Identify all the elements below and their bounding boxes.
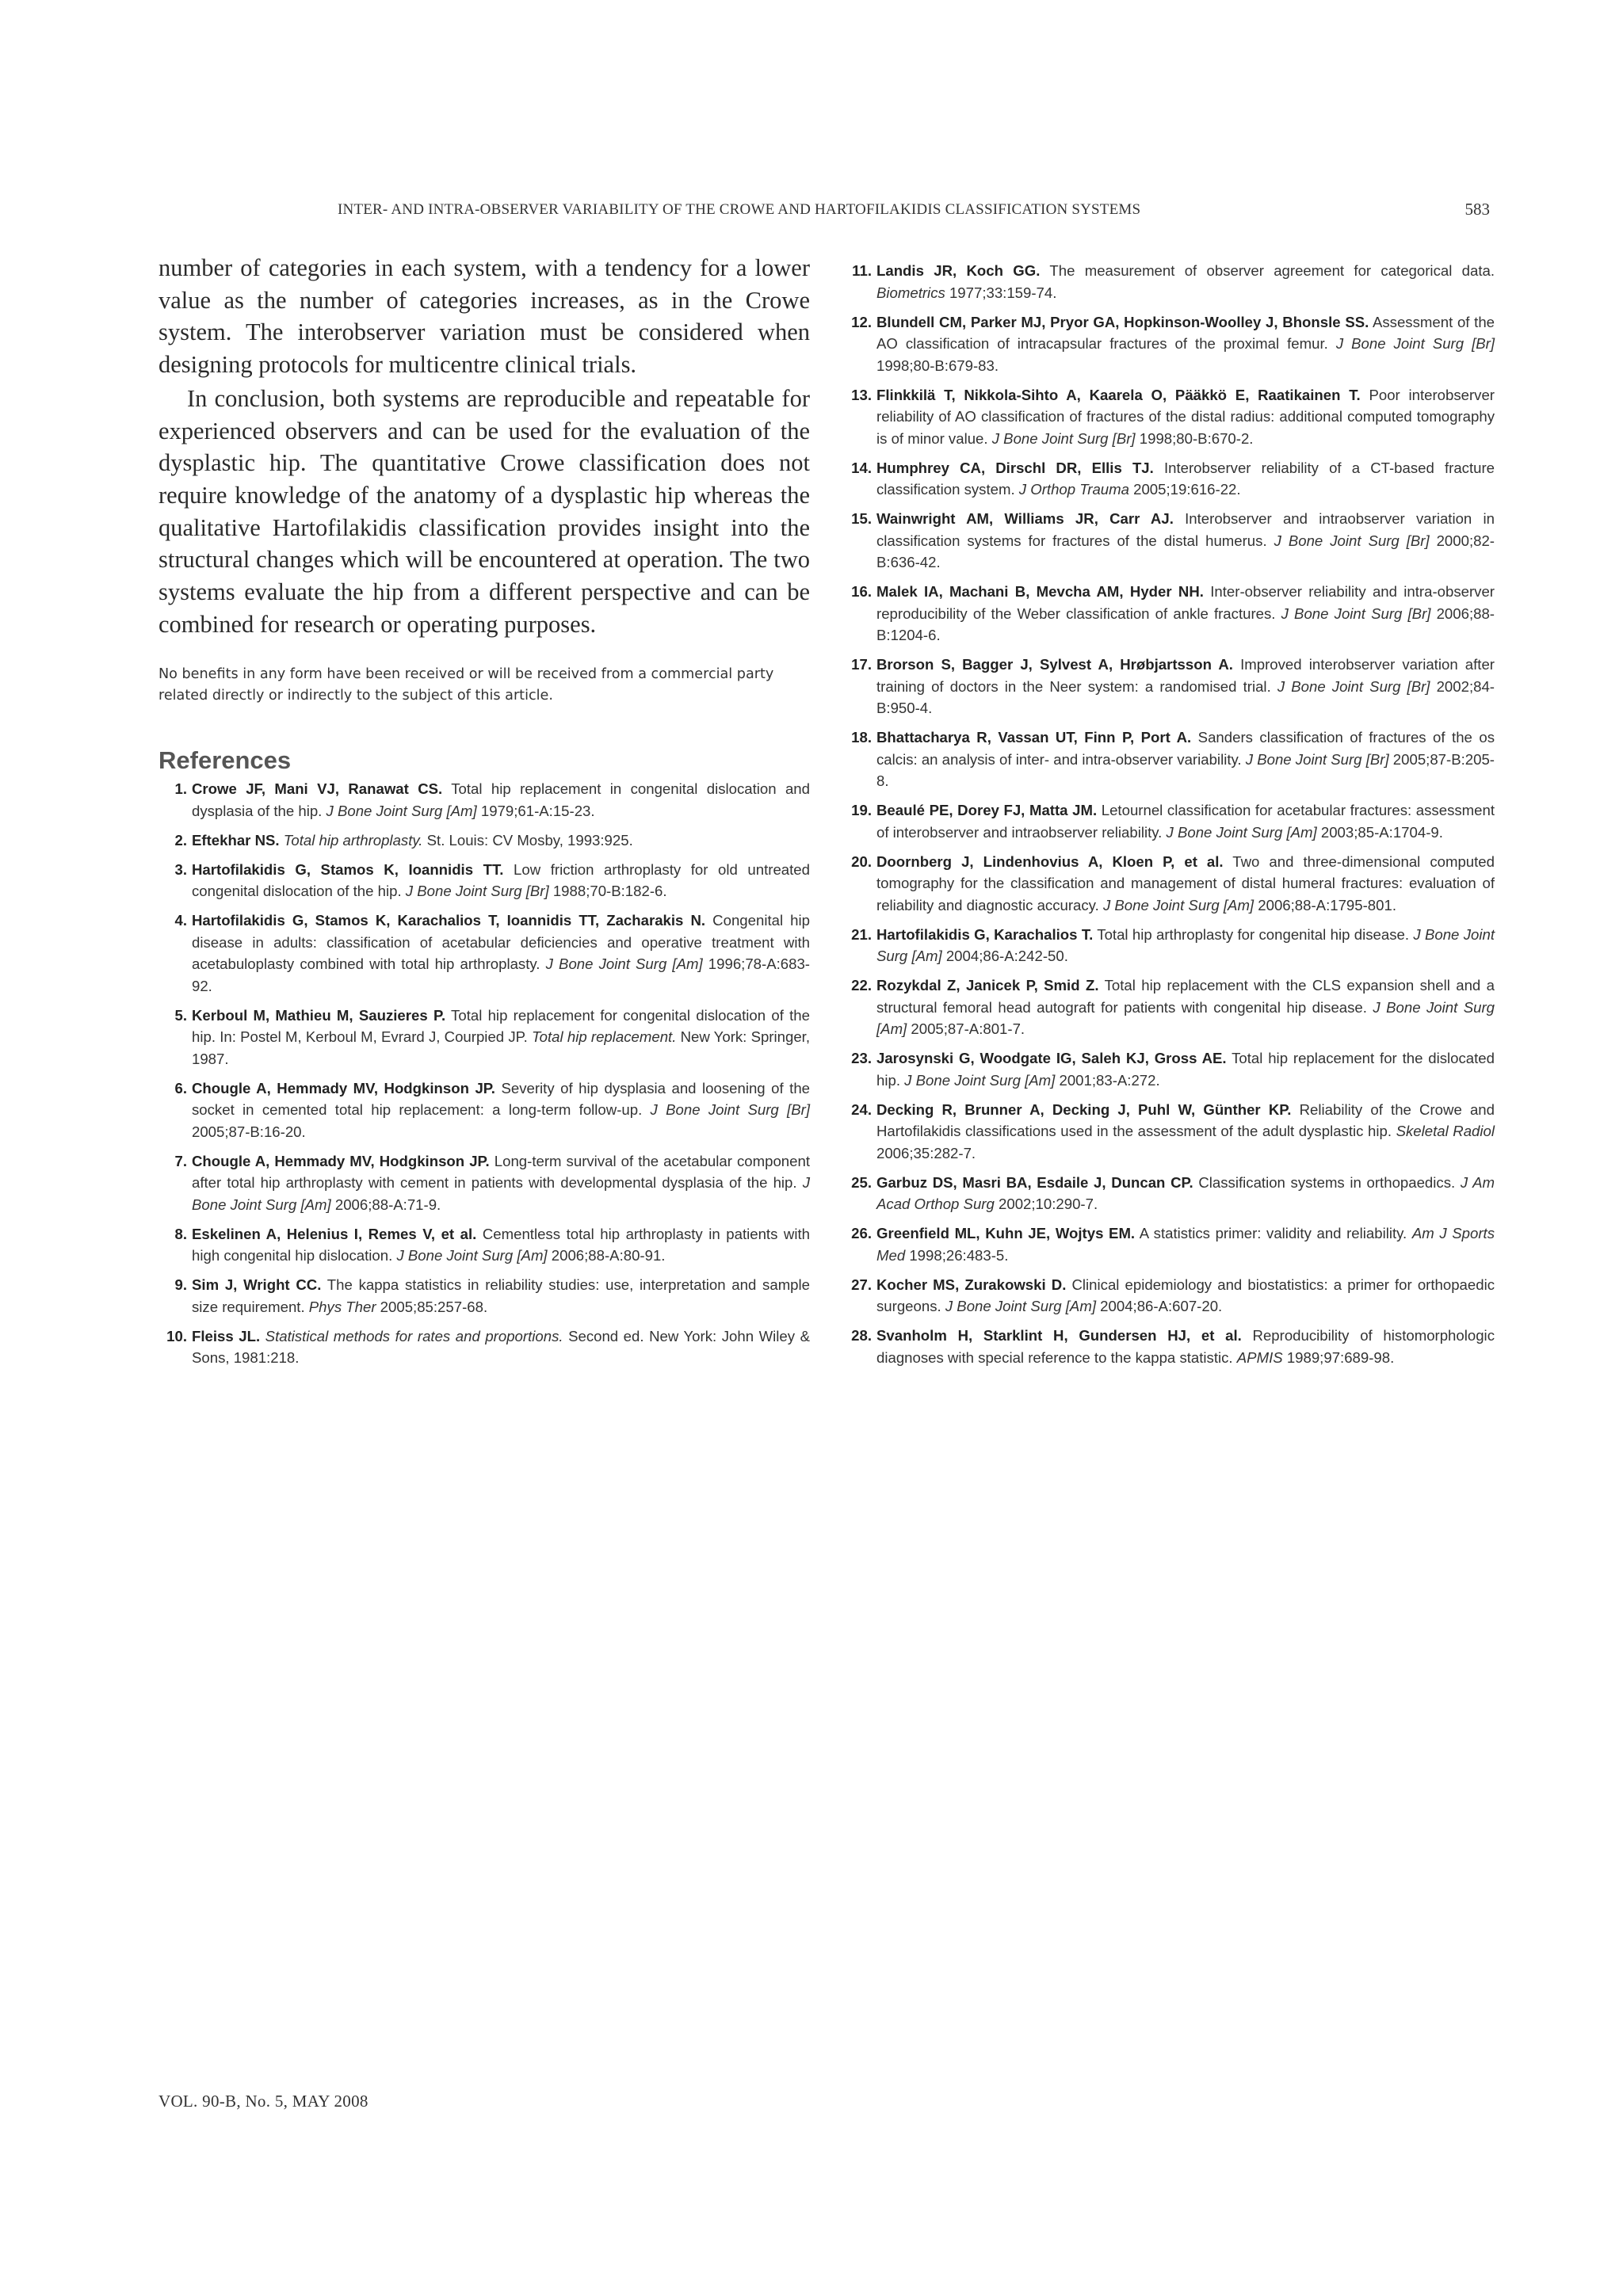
page-number: 583 <box>1465 200 1490 219</box>
reference-title: Assessment of the AO classification of intracapsular fractures of the proximal femur. <box>876 313 1495 352</box>
reference-details: 1977;33:159-74. <box>945 284 1057 301</box>
reference-details: 2006;88-A:1795-801. <box>1254 896 1396 913</box>
reference-journal: J Bone Joint Surg [Am] <box>876 925 1495 964</box>
reference-number: 25. <box>851 1173 872 1191</box>
reference-number: 7. <box>174 1152 187 1169</box>
reference-details: 2006;88-A:71-9. <box>330 1196 441 1213</box>
reference-title: Poor interobserver reliability of AO classification of fractures of the distal radius: additional computed tomography is of minor value. <box>876 386 1495 447</box>
reference-authors: Hartofilakidis G, Karachalios T. <box>876 925 1094 943</box>
reference-item <box>843 1099 1495 1165</box>
reference-details: 2002;10:290-7. <box>994 1196 1098 1212</box>
reference-details: 1996;78-A:683-92. <box>192 955 810 994</box>
reference-authors: Malek IA, Machani B, Mevcha AM, Hyder NH. <box>876 583 1204 600</box>
reference-details: 2004;86-A:607-20. <box>1096 1298 1223 1314</box>
reference-details: 2006;35:282-7. <box>876 1144 976 1161</box>
reference-authors: Kocher MS, Zurakowski D. <box>876 1276 1067 1293</box>
reference-number: 24. <box>851 1100 872 1118</box>
reference-authors: Fleiss JL. <box>192 1327 261 1344</box>
reference-item <box>843 654 1495 719</box>
reference-authors: Eftekhar NS. <box>192 831 280 849</box>
reference-item <box>843 384 1495 450</box>
reference-title: Two and three-dimensional computed tomography for the classification and management of distal humeral fractures: evaluation of reliability and diagnostic accuracy. <box>876 852 1495 913</box>
reference-journal: J Bone Joint Surg [Am] <box>945 1298 1096 1314</box>
reference-item <box>843 508 1495 574</box>
reference-authors: Sim J, Wright CC. <box>192 1276 322 1294</box>
reference-item <box>843 924 1495 967</box>
reference-details: 2003;85-A:1704-9. <box>1316 823 1443 841</box>
reference-item <box>843 457 1495 501</box>
reference-title: Total hip replacement for the dislocated hip. <box>876 1050 1495 1089</box>
reference-details: New York: Springer, 1987. <box>192 1028 810 1067</box>
reference-title: The kappa statistics in reliability studies: use, interpretation and sample size requirement. <box>192 1276 810 1315</box>
references-heading: References <box>158 746 292 775</box>
reference-journal: Biometrics <box>876 284 945 301</box>
reference-journal: J Bone Joint Surg [Am] <box>876 998 1495 1037</box>
reference-title: Long-term survival of the acetabular component after total hip arthroplasty with cement in patients with developmental dysplasia of the hip. <box>192 1152 810 1192</box>
left-column <box>158 252 810 1376</box>
reference-details: 2002;84-B:950-4. <box>876 677 1495 716</box>
reference-number: 3. <box>174 860 187 878</box>
reference-item <box>158 1077 810 1143</box>
reference-item <box>843 311 1495 377</box>
reference-number: 15. <box>851 510 872 527</box>
reference-journal: J Bone Joint Surg [Br] <box>650 1101 810 1119</box>
reference-authors: Svanholm H, Starklint H, Gundersen HJ, et al. <box>876 1327 1242 1344</box>
reference-journal: Am J Sports Med <box>876 1225 1495 1264</box>
reference-title: Total hip replacement for congenital dislocation of the hip. In: Postel M, Kerboul M, Evrard J, Courpied JP. <box>192 1006 810 1046</box>
reference-number: 13. <box>851 386 872 403</box>
reference-authors: Chougle A, Hemmady MV, Hodgkinson JP. <box>192 1079 495 1097</box>
reference-number: 27. <box>851 1276 872 1293</box>
reference-journal: APMIS <box>1236 1348 1283 1366</box>
reference-title: Classification systems in orthopaedics. <box>1193 1173 1461 1191</box>
reference-authors: Wainwright AM, Williams JR, Carr AJ. <box>876 510 1174 527</box>
reference-details: St. Louis: CV Mosby, 1993:925. <box>422 831 633 849</box>
reference-title: Total hip replacement with the CLS expansion shell and a structural femoral head autograft for patients with congenital hip disease. <box>876 977 1495 1016</box>
disclosure-statement: No benefits in any form have been received or will be received from a commercial party related directly or indirectly to the subject of this article. <box>158 666 774 704</box>
reference-details: 1989;97:689-98. <box>1282 1348 1395 1366</box>
reference-number: 26. <box>851 1225 872 1241</box>
reference-number: 12. <box>851 313 872 330</box>
reference-title: Clinical epidemiology and biostatistics: a primer for orthopaedic surgeons. <box>876 1276 1495 1314</box>
reference-details: 2005;87-B:16-20. <box>192 1123 306 1140</box>
reference-item <box>158 1223 810 1267</box>
reference-item <box>843 851 1495 917</box>
reference-journal: J Bone Joint Surg [Br] <box>1274 532 1430 549</box>
reference-item <box>843 1172 1495 1215</box>
reference-number: 16. <box>851 583 872 600</box>
reference-title: The measurement of observer agreement for categorical data. <box>1040 262 1495 279</box>
reference-details: 2006;88-A:80-91. <box>547 1247 666 1264</box>
reference-authors: Brorson S, Bagger J, Sylvest A, Hrøbjartsson A. <box>876 656 1233 673</box>
reference-number: 21. <box>851 925 872 943</box>
reference-details: 1998;26:483-5. <box>905 1246 1009 1264</box>
reference-authors: Jarosynski G, Woodgate IG, Saleh KJ, Gross AE. <box>876 1050 1227 1066</box>
reference-title: Inter-observer reliability and intra-observer reproducibility of the Weber classification of ankle fractures. <box>876 583 1495 622</box>
reference-details: 1988;70-B:182-6. <box>548 883 667 900</box>
reference-details: 2005;19:616-22. <box>1128 481 1241 498</box>
reference-details: 2005;85:257-68. <box>376 1298 488 1315</box>
reference-journal: J Bone Joint Surg [Am] <box>326 802 477 819</box>
reference-authors: Landis JR, Koch GG. <box>876 262 1041 279</box>
reference-details: 2001;83-A:272. <box>1055 1071 1160 1089</box>
reference-details: 2004;86-A:242-50. <box>941 948 1068 964</box>
reference-details: 2000;82-B:636-42. <box>876 532 1495 570</box>
reference-number: 2. <box>174 831 187 849</box>
reference-number: 8. <box>174 1225 187 1242</box>
reference-journal: J Bone Joint Surg [Am] <box>904 1071 1056 1089</box>
reference-title: Interobserver reliability of a CT-based fracture classification system. <box>876 459 1495 498</box>
reference-authors: Crowe JF, Mani VJ, Ranawat CS. <box>192 780 443 798</box>
reference-journal: Total hip arthroplasty. <box>283 831 423 849</box>
reference-number: 22. <box>851 977 872 994</box>
reference-journal: J Bone Joint Surg [Br] <box>1335 335 1495 352</box>
reference-title: Improved interobserver variation after training of doctors in the Neer system: a randomised trial. <box>876 656 1495 695</box>
reference-authors: Rozykdal Z, Janicek P, Smid Z. <box>876 977 1099 994</box>
reference-item <box>843 1222 1495 1266</box>
reference-journal: J Bone Joint Surg [Br] <box>1281 605 1431 622</box>
reference-item <box>158 1325 810 1369</box>
reference-journal: J Bone Joint Surg [Am] <box>192 1174 810 1213</box>
reference-item <box>158 910 810 997</box>
reference-authors: Doornberg J, Lindenhovius A, Kloen P, et al. <box>876 852 1224 870</box>
reference-journal: Phys Ther <box>308 1298 376 1315</box>
reference-item <box>843 1325 1495 1368</box>
reference-details: 2005;87-B:205-8. <box>876 750 1495 789</box>
reference-item <box>158 1274 810 1318</box>
reference-number: 4. <box>174 912 187 929</box>
reference-journal: J Bone Joint Surg [Br] <box>1245 750 1389 768</box>
reference-journal: J Am Acad Orthop Surg <box>876 1173 1495 1212</box>
reference-authors: Flinkkilä T, Nikkola-Sihto A, Kaarela O, Pääkkö E, Raatikainen T. <box>876 386 1361 403</box>
reference-item <box>843 727 1495 792</box>
reference-title: Reliability of the Crowe and Hartofilakidis classifications used in the assessment of the adult dysplastic hip. <box>876 1100 1495 1139</box>
reference-journal: Statistical methods for rates and proportions. <box>265 1327 563 1344</box>
reference-journal: Total hip replacement. <box>532 1028 677 1046</box>
reference-number: 28. <box>851 1327 872 1344</box>
reference-authors: Humphrey CA, Dirschl DR, Ellis TJ. <box>876 459 1154 476</box>
reference-details: 2006;88-B:1204-6. <box>876 605 1495 643</box>
reference-authors: Kerboul M, Mathieu M, Sauzieres P. <box>192 1006 446 1024</box>
reference-number: 1. <box>174 780 187 798</box>
reference-journal: J Bone Joint Surg [Br] <box>1277 677 1430 695</box>
reference-details: Second ed. New York: John Wiley & Sons, 1981:218. <box>192 1327 810 1367</box>
body-paragraph-1: number of categories in each system, with a tendency for a lower value as the number of categories increases, as in the Crowe system. The interobserver variation must be considered when designing protocols for multicentre clinical trials. <box>158 254 810 379</box>
reference-number: 18. <box>851 729 872 746</box>
reference-title: Congenital hip disease in adults: classification of acetabular deficiencies and operative treatment with acetabuloplasty combined with total hip arthroplasty. <box>192 912 810 973</box>
reference-title: A statistics primer: validity and reliability. <box>1135 1225 1412 1241</box>
reference-item <box>158 1005 810 1070</box>
reference-details: 1998;80-B:679-83. <box>876 357 999 374</box>
reference-title: Severity of hip dysplasia and loosening of the socket in cemented total hip replacement: a long-term follow-up. <box>192 1079 811 1119</box>
right-column <box>843 260 1495 1376</box>
reference-item <box>843 1274 1495 1318</box>
reference-authors: Garbuz DS, Masri BA, Esdaile J, Duncan CP. <box>876 1173 1193 1191</box>
reference-item <box>843 1047 1495 1091</box>
reference-list-left <box>158 778 810 1369</box>
reference-item <box>843 581 1495 646</box>
reference-journal: Skeletal Radiol <box>1396 1123 1495 1139</box>
reference-title: Reproducibility of histomorphologic diagnoses with special reference to the kappa statistic. <box>876 1327 1495 1366</box>
reference-authors: Greenfield ML, Kuhn JE, Wojtys EM. <box>876 1225 1136 1241</box>
reference-journal: J Bone Joint Surg [Am] <box>1102 896 1254 913</box>
reference-journal: J Bone Joint Surg [Am] <box>1166 823 1317 841</box>
reference-item <box>158 1150 810 1216</box>
reference-journal: J Bone Joint Surg [Am] <box>545 955 703 973</box>
reference-title: Letournel classification for acetabular fractures: assessment of interobserver and intraobserver reliability. <box>876 802 1495 841</box>
reference-number: 19. <box>851 802 872 818</box>
reference-title: Interobserver and intraobserver variation in classification systems for fractures of the distal humerus. <box>876 510 1495 549</box>
reference-item <box>158 830 810 852</box>
reference-details: 2005;87-A:801-7. <box>907 1020 1025 1037</box>
reference-title: Total hip replacement in congenital dislocation and dysplasia of the hip. <box>192 780 810 819</box>
reference-item <box>843 260 1495 303</box>
reference-number: 14. <box>851 459 872 476</box>
reference-number: 20. <box>851 852 872 870</box>
body-paragraph-2: In conclusion, both systems are reproducible and repeatable for experienced observers and can be used for the evaluation of the dysplastic hip. The quantitative Crowe classification does not require knowledge of the anatomy of a dysplastic hip whereas the qualitative Hartofilakidis classification provides insight into the structural changes which will be encountered at operation. The two systems evaluate the hip from a different perspective and can be combined for research or operating purposes. <box>158 384 810 638</box>
reference-authors: Bhattacharya R, Vassan UT, Finn P, Port A. <box>876 729 1192 746</box>
reference-authors: Chougle A, Hemmady MV, Hodgkinson JP. <box>192 1152 490 1169</box>
reference-authors: Eskelinen A, Helenius I, Remes V, et al. <box>192 1225 477 1242</box>
running-title: INTER- AND INTRA-OBSERVER VARIABILITY OF THE CROWE AND HARTOFILAKIDIS CLASSIFICATION SYSTEMS <box>338 201 1141 218</box>
reference-item <box>843 799 1495 843</box>
reference-journal: J Bone Joint Surg [Am] <box>396 1247 548 1264</box>
reference-number: 5. <box>174 1006 187 1024</box>
reference-list-right <box>843 260 1495 1368</box>
reference-number: 10. <box>166 1327 187 1344</box>
reference-authors: Hartofilakidis G, Stamos K, Karachalios T, Ioannidis TT, Zacharakis N. <box>192 912 706 929</box>
reference-title: Total hip arthroplasty for congenital hip disease. <box>1093 925 1414 943</box>
reference-title: Low friction arthroplasty for old untreated congenital dislocation of the hip. <box>192 860 810 900</box>
reference-title: Cementless total hip arthroplasty in patients with high congenital hip dislocation. <box>192 1225 810 1264</box>
reference-number: 17. <box>851 656 872 673</box>
reference-number: 9. <box>174 1276 187 1294</box>
reference-title: Sanders classification of fractures of the os calcis: an analysis of inter- and intra-observer variability. <box>876 729 1495 768</box>
reference-item <box>158 859 810 902</box>
reference-journal: J Orthop Trauma <box>1018 481 1129 498</box>
reference-journal: J Bone Joint Surg [Br] <box>991 429 1136 447</box>
reference-number: 23. <box>851 1050 872 1066</box>
volume-footer: VOL. 90-B, No. 5, MAY 2008 <box>158 2092 369 2111</box>
reference-number: 11. <box>852 262 872 279</box>
reference-item <box>843 974 1495 1040</box>
reference-journal: J Bone Joint Surg [Br] <box>405 883 549 900</box>
reference-authors: Decking R, Brunner A, Decking J, Puhl W, Günther KP. <box>876 1100 1292 1118</box>
reference-authors: Beaulé PE, Dorey FJ, Matta JM. <box>876 802 1098 818</box>
reference-number: 6. <box>174 1079 187 1097</box>
reference-details: 1998;80-B:670-2. <box>1135 429 1254 447</box>
reference-authors: Hartofilakidis G, Stamos K, Ioannidis TT. <box>192 860 504 878</box>
reference-item <box>158 778 810 822</box>
reference-details: 1979;61-A:15-23. <box>476 802 595 819</box>
reference-authors: Blundell CM, Parker MJ, Pryor GA, Hopkinson-Woolley J, Bhonsle SS. <box>876 313 1369 330</box>
